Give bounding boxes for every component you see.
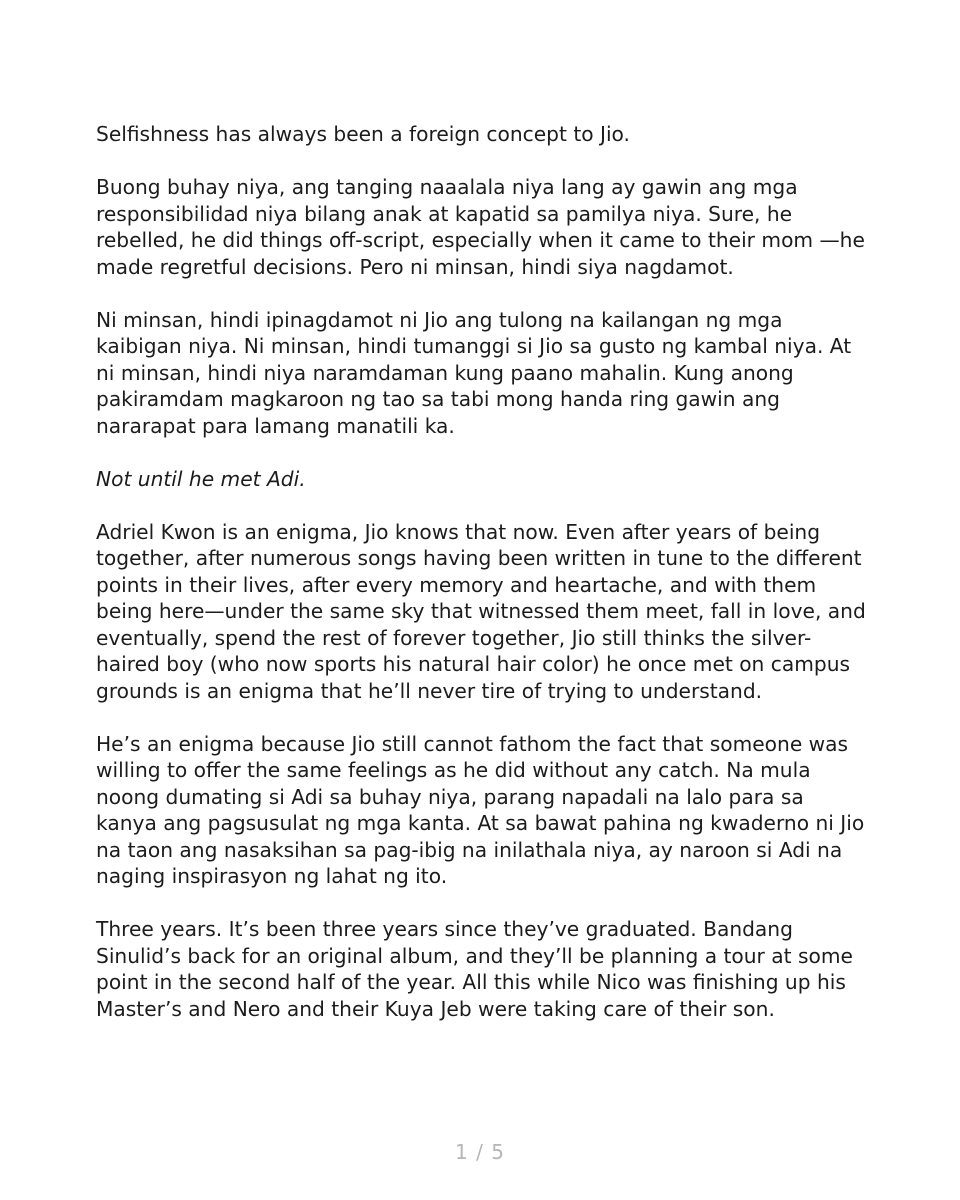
- paragraph-2: Buong buhay niya, ang tanging naaalala niya lang ay gawin ang mga responsibilidad niya bilang anak at kapatid sa pamilya niya. Sure, he rebelled, he did things off-script, especially when it came to their mom —he made regretful decisions. Pero ni minsan, hindi siya nagdamot.: [96, 175, 865, 279]
- paragraph-4-italic: Not until he met Adi.: [96, 466, 306, 491]
- paragraph-7: Three years. It’s been three years since they’ve graduated. Bandang Sinulid’s back for an original album, and they’ll be planning a tour at some point in the second half of the year. All this while Nico was finishing up his Master’s and Nero and their Kuya Jeb were taking care of their son.: [96, 917, 853, 1021]
- paragraph-3: Ni minsan, hindi ipinagdamot ni Jio ang tulong na kailangan ng mga kaibigan niya. Ni minsan, hindi tumanggi si Jio sa gusto ng kambal niya. At ni minsan, hindi niya naramdaman kung paano mahalin. Kung anong pakiramdam magkaroon ng tao sa tabi mong handa ring gawin ang nararapat para lamang manatili ka.: [96, 307, 852, 438]
- paragraph-6: He’s an enigma because Jio still cannot fathom the fact that someone was willing to offer the same feelings as he did without any catch. Na mula noong dumating si Adi sa buhay niya, parang napadali na lalo para sa kanya ang pagsusulat ng mga kanta. At sa bawat pahina ng kwaderno ni Jio na taon ang nasaksihan sa pag-ibig na inilathala niya, ay naroon si Adi na naging inspirasyon ng lahat ng ito.: [96, 731, 865, 888]
- paragraph-1: Selfishness has always been a foreign concept to Jio.: [96, 122, 630, 146]
- paragraph-5: Adriel Kwon is an enigma, Jio knows that now. Even after years of being together, after numerous songs having been written in tune to the different points in their lives, after every memory and heartache, and with them being here—under the same sky that witnessed them meet, fall in love, and eventually, spend the rest of forever together, Jio still thinks the silver-haired boy (who now sports his natural hair color) he once met on campus grounds is an enigma that he’ll never tire of trying to understand.: [96, 519, 866, 703]
- document-body: [96, 121, 870, 1049]
- page-indicator: 1 / 5: [455, 1140, 505, 1164]
